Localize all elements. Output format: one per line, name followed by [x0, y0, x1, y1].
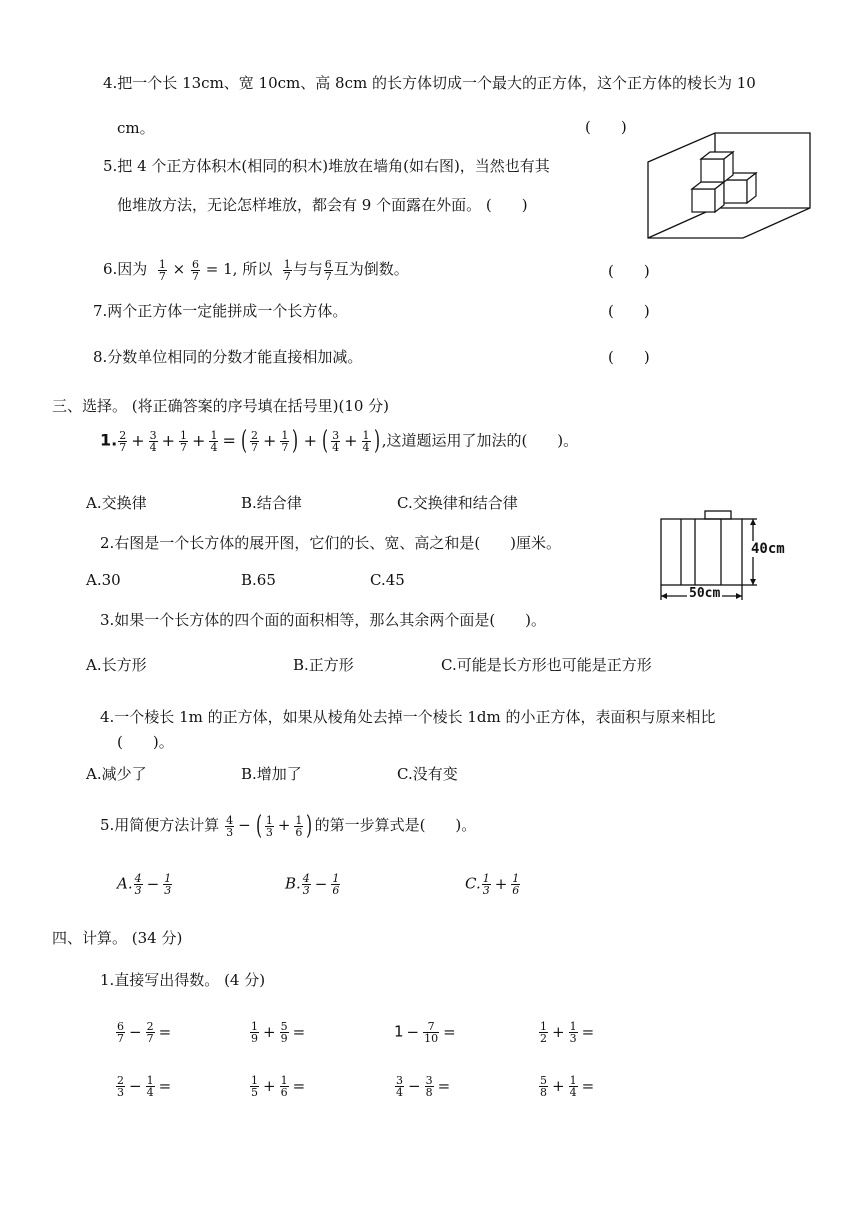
fraction: $\frac{1}{4}$: [210, 428, 218, 454]
judge-q6: [103, 258, 409, 282]
choice-q4-line1: 4.一个棱长 1m 的正方体，如果从棱角处去掉一个棱长 1dm 的小正方体，表面积与原来相比: [100, 708, 716, 726]
operator: −: [406, 1022, 420, 1041]
calc-item: [249, 1075, 308, 1098]
equals-sign: =: [292, 1022, 306, 1041]
fraction: $\frac{4}{3}$: [226, 813, 234, 839]
cube-stack-figure: [645, 130, 815, 242]
judge-q8-answer-bracket[interactable]: ( ): [608, 348, 650, 366]
fraction: $\frac{7}{10}$: [424, 1020, 439, 1045]
equals-sign: =: [581, 1022, 595, 1041]
section3-title: 三、选择。 (将正确答案的序号填在括号里)(10 分): [52, 397, 390, 415]
judge-q4-line2: cm。: [117, 119, 155, 137]
fraction: $\frac{1}{6}$: [295, 813, 303, 839]
operator: +: [263, 1076, 276, 1095]
fraction: $\frac{3}{4}$: [396, 1074, 403, 1099]
fraction: $\frac{2}{7}$: [146, 1020, 154, 1045]
fraction: $\frac{1}{7}$: [281, 428, 289, 454]
equals-sign: =: [443, 1022, 456, 1041]
choice-q2-option-c[interactable]: C.45: [370, 571, 405, 589]
choice-q5-tail: 的第一步算式是( )。: [314, 816, 477, 834]
fraction: $\frac{1}{7}$: [180, 428, 188, 454]
choice-q1-option-b[interactable]: B.结合律: [241, 494, 302, 512]
choice-q4-option-a[interactable]: A.减少了: [86, 765, 147, 783]
choice-q4-option-b[interactable]: B.增加了: [241, 765, 302, 783]
fraction: $\frac{1}{9}$: [251, 1020, 258, 1045]
equals-sign: =: [437, 1076, 451, 1095]
fraction: $\frac{1}{6}$: [280, 1074, 288, 1099]
judge-q7-answer-bracket[interactable]: ( ): [608, 302, 650, 320]
operator: −: [408, 1076, 421, 1095]
dimension-width-label: 50cm: [689, 586, 721, 601]
fraction: $\frac{1}{3}$: [482, 872, 490, 897]
fraction: $\frac{5}{9}$: [280, 1020, 288, 1045]
fraction: $\frac{4}{3}$: [302, 872, 310, 897]
choice-q3-option-c[interactable]: C.可能是长方形也可能是正方形: [441, 656, 652, 674]
choice-q1-tail: ,这道题运用了加法的( )。: [381, 431, 579, 450]
operator: +: [552, 1076, 565, 1095]
choice-q1-option-c[interactable]: C.交换律和结合律: [397, 494, 518, 512]
choice-q1-expression: 1. $\frac{2}{7}$ + $\frac{3}{4}$ + $\frac{1}{7}$ + $\frac{1}{4}$ = ( $\frac{2}{7}$ + $\frac{1}{7}$ ) + ( $\frac{3}{4}$ + $\frac{1}{4}$ ) ,这道题运用了加法的( )。: [100, 426, 579, 456]
judge-q6-mid: 与与: [292, 260, 323, 278]
equals-sign: =: [292, 1076, 306, 1095]
fraction: $\frac{1}{6}$: [332, 872, 340, 897]
operator: −: [129, 1076, 142, 1095]
judge-q5-line1: 5.把 4 个正方体积木(相同的积木)堆放在墙角(如右图)，当然也有其: [103, 157, 550, 175]
judge-q6-answer-bracket[interactable]: ( ): [608, 262, 650, 280]
choice-q3-option-b[interactable]: B.正方形: [293, 656, 354, 674]
calc-item: [538, 1075, 597, 1098]
fraction: $\frac{1}{3}$: [265, 813, 273, 839]
operator: +: [552, 1022, 565, 1041]
fraction: $\frac{1}{4}$: [146, 1074, 154, 1099]
fraction: $\frac{6}{7}$: [192, 257, 199, 283]
choice-q2-option-b[interactable]: B.65: [241, 571, 276, 589]
fraction: $\frac{1}{7}$: [158, 257, 166, 283]
fraction: $\frac{2}{7}$: [119, 428, 127, 454]
fraction: $\frac{2}{3}$: [117, 1074, 124, 1099]
judge-q6-post: 互为倒数。: [333, 260, 409, 278]
fraction: $\frac{3}{4}$: [149, 428, 157, 454]
choice-q5-option-c[interactable]: C. $\frac{1}{3}$ + $\frac{1}{6}$: [465, 872, 520, 897]
fraction: $\frac{4}{3}$: [134, 872, 142, 897]
calc-item: [249, 1021, 308, 1044]
fraction: $\frac{6}{7}$: [117, 1020, 124, 1045]
equals-sign: =: [158, 1022, 172, 1041]
fraction: $\frac{1}{3}$: [164, 872, 172, 897]
choice-q3-option-a[interactable]: A.长方形: [86, 656, 147, 674]
judge-q4-line1: 4.把一个长 13cm、宽 10cm、高 8cm 的长方体切成一个最大的正方体，这个正方体的棱长为 10: [103, 74, 756, 92]
choice-q5-option-a[interactable]: A. $\frac{4}{3}$ − $\frac{1}{3}$: [117, 872, 172, 897]
judge-q4-answer-bracket[interactable]: ( ): [585, 118, 627, 136]
fraction: $\frac{1}{4}$: [569, 1074, 577, 1099]
fraction: $\frac{2}{7}$: [251, 428, 258, 454]
choice-q2-text: 2.右图是一个长方体的展开图，它们的长、宽、高之和是( )厘米。: [100, 534, 562, 552]
choice-q1-option-a[interactable]: A.交换律: [86, 494, 147, 512]
section4-sub1: 1.直接写出得数。 (4 分): [100, 971, 266, 989]
judge-q8: 8.分数单位相同的分数才能直接相加减。: [93, 348, 363, 366]
question-number: 1.: [100, 430, 118, 450]
choice-q5-option-b[interactable]: B. $\frac{4}{3}$ − $\frac{1}{6}$: [285, 872, 340, 897]
fraction: $\frac{1}{4}$: [362, 428, 370, 454]
fraction: $\frac{3}{8}$: [425, 1074, 433, 1099]
choice-q4-option-c[interactable]: C.没有变: [397, 765, 458, 783]
calc-item: [394, 1021, 459, 1044]
fraction: $\frac{1}{5}$: [251, 1074, 258, 1099]
calc-item: [115, 1021, 174, 1044]
operator: −: [129, 1022, 142, 1041]
calc-item: [115, 1075, 174, 1098]
times-sign: ×: [172, 260, 186, 278]
choice-q4-line2: ( )。: [117, 733, 174, 751]
section4-title: 四、计算。 (34 分): [52, 929, 183, 947]
operator: +: [263, 1022, 276, 1041]
fraction: $\frac{6}{7}$: [324, 257, 332, 283]
choice-q2-option-a[interactable]: A.30: [86, 571, 121, 589]
judge-q6-pre: 6.因为: [103, 260, 148, 278]
choice-q3-text: 3.如果一个长方体的四个面的面积相等，那么其余两个面是( )。: [100, 611, 547, 629]
judge-q6-eq: = 1, 所以: [205, 260, 273, 278]
fraction: $\frac{3}{4}$: [332, 428, 340, 454]
choice-q5-pre: 5.用简便方法计算: [100, 816, 220, 834]
judge-q7: 7.两个正方体一定能拼成一个长方体。: [93, 302, 348, 320]
equals-sign: =: [158, 1076, 172, 1095]
choice-q5-text: 5.用简便方法计算 $\frac{4}{3}$ − ( $\frac{1}{3}$ + $\frac{1}{6}$ ) 的第一步算式是( )。: [100, 811, 477, 841]
dimension-height-label: 40cm: [751, 541, 785, 557]
fraction: $\frac{1}{6}$: [512, 872, 520, 897]
fraction: $\frac{1}{2}$: [540, 1020, 547, 1045]
calc-item: [394, 1075, 453, 1098]
fraction: $\frac{1}{3}$: [569, 1020, 577, 1045]
fraction: $\frac{1}{7}$: [283, 257, 291, 283]
judge-q5-line2: 他堆放方法，无论怎样堆放，都会有 9 个面露在外面。 ( ): [117, 196, 528, 214]
whole-number: 1: [394, 1022, 404, 1041]
fraction: $\frac{5}{8}$: [540, 1074, 547, 1099]
equals-sign: =: [581, 1076, 595, 1095]
calc-item: [538, 1021, 597, 1044]
